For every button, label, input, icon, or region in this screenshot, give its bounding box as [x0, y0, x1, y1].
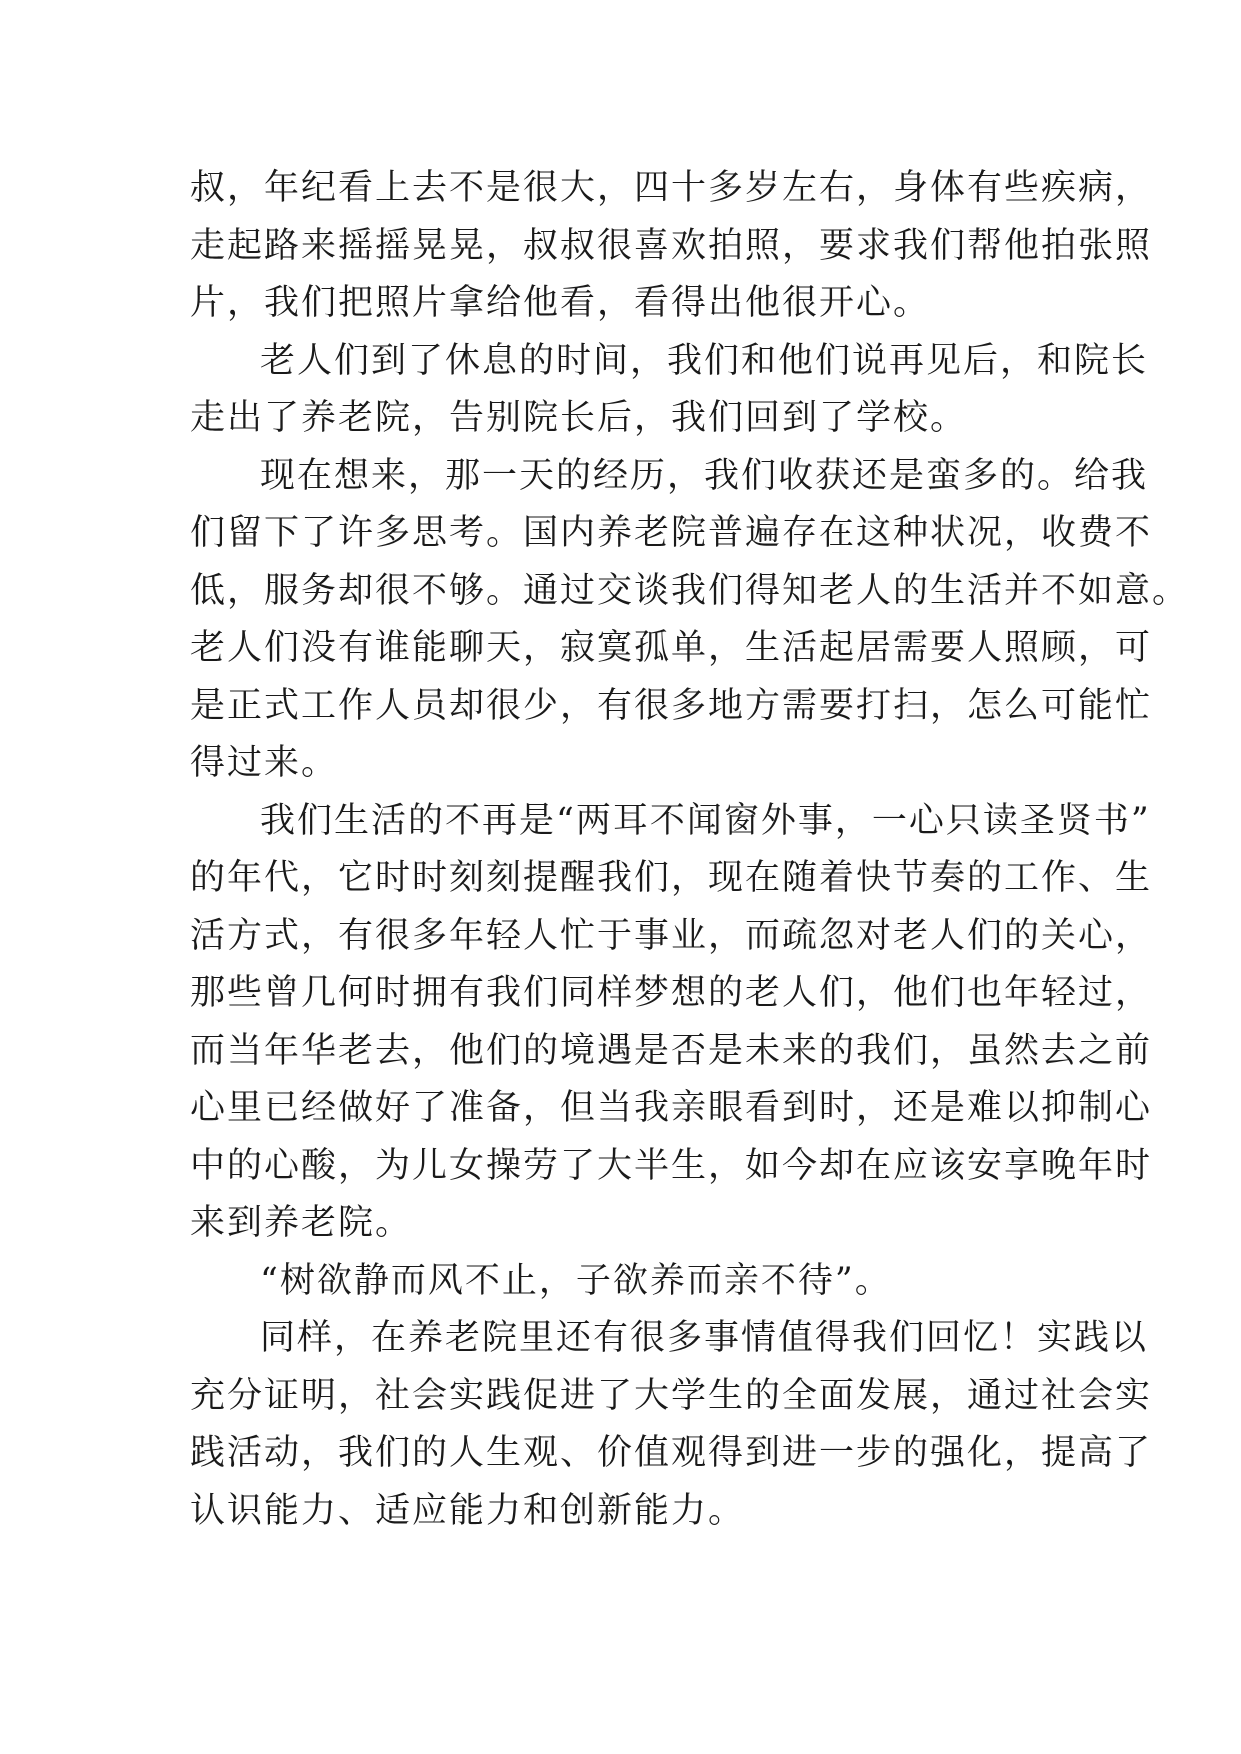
text-line: 现在想来，那一天的经历，我们收获还是蛮多的。给我	[260, 455, 1149, 496]
text-line: 的年代，它时时刻刻提醒我们，现在随着快节奏的工作、生	[190, 858, 1153, 898]
text-line: 老人们没有谁能聊天，寂寞孤单，生活起居需要人照顾，可	[190, 628, 1153, 668]
text-line: 们留下了许多思考。国内养老院普遍存在这种状况，收费不	[190, 513, 1153, 553]
text-line: 是正式工作人员却很少，有很多地方需要打扫，怎么可能忙	[190, 685, 1153, 726]
text-line: 心里已经做好了准备，但当我亲眼看到时，还是难以抑制心	[190, 1088, 1153, 1128]
text-line: 得过来。	[190, 743, 339, 783]
text-line: 老人们到了休息的时间，我们和他们说再见后，和院长	[260, 340, 1149, 381]
text-line: 来到养老院。	[190, 1203, 413, 1243]
text-line: 认识能力、适应能力和创新能力。	[190, 1490, 746, 1531]
text-line: 片，我们把照片拿给他看，看得出他很开心。	[190, 283, 931, 323]
text-line: 充分证明，社会实践促进了大学生的全面发展，通过社会实	[190, 1375, 1153, 1416]
text-line: 践活动，我们的人生观、价值观得到进一步的强化，提高了	[190, 1433, 1153, 1473]
text-line: 叔，年纪看上去不是很大，四十多岁左右，身体有些疾病，	[190, 168, 1153, 208]
text-line: 而当年华老去，他们的境遇是否是未来的我们，虽然去之前	[190, 1030, 1153, 1071]
text-line: 中的心酸，为儿女操劳了大半生，如今却在应该安享晚年时	[190, 1145, 1153, 1186]
text-line: “树欲静而风不止，子欲养而亲不待”。	[260, 1260, 892, 1301]
body-text	[190, 160, 1190, 1540]
text-line: 走起路来摇摇晃晃，叔叔很喜欢拍照，要求我们帮他拍张照	[190, 225, 1153, 266]
text-line: 同样，在养老院里还有很多事情值得我们回忆！实践以	[260, 1318, 1149, 1358]
text-line: 那些曾几何时拥有我们同样梦想的老人们，他们也年轻过，	[190, 973, 1153, 1013]
text-line: 我们生活的不再是“两耳不闻窗外事，一心只读圣贤书”	[260, 800, 1151, 841]
text-line: 走出了养老院，告别院长后，我们回到了学校。	[190, 398, 968, 438]
text-line: 低，服务却很不够。通过交谈我们得知老人的生活并不如意。	[190, 570, 1190, 611]
text-line: 活方式，有很多年轻人忙于事业，而疏忽对老人们的关心，	[190, 915, 1153, 956]
